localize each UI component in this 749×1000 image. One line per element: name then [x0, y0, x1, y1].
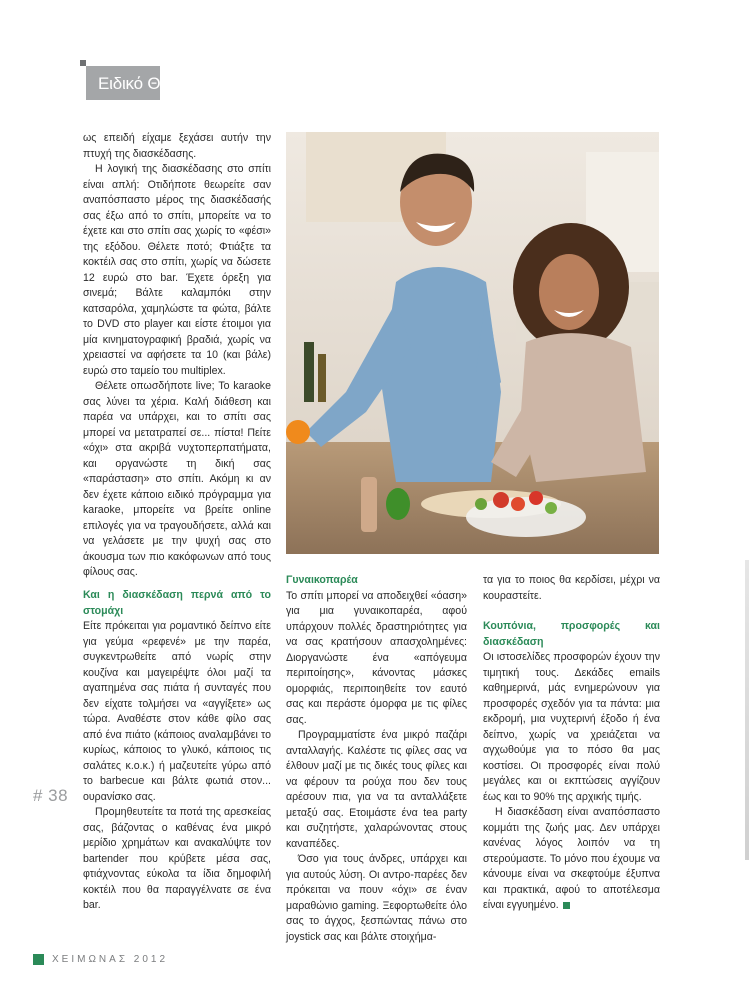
- subheading: Κουπόνια, προσφορές και διασκέδαση: [483, 620, 660, 648]
- column-2: [286, 573, 467, 945]
- kitchen-couple-photo: [286, 132, 659, 554]
- end-of-article-square-icon: [563, 902, 570, 909]
- paragraph: Προμηθευτείτε τα ποτά της αρεσκείας σας, βάζοντας ο καθένας ένα μικρό μερίδιο χρημάτων και ανακαλύψτε τον bartender που κρύβετε μέσα σας, φτιάχνοντας εύκολα τα ίδια δημοφιλή κοκτέιλ που θα παραγγέλνατε σε ένα bar.: [83, 806, 271, 911]
- paragraph: Όσο για τους άνδρες, υπάρχει και για αυτούς λύση. Οι αντρο-παρέες δεν πρόκειται να πουν «όχι» σε έναν μαραθώνιο gaming. Ξεφορτωθείτε όλο σας το άγχος, ξεσπώντας πάνω στο joystick σας και βάλτε στοιχήμα-: [286, 853, 467, 943]
- column-1-upper: [83, 131, 271, 581]
- paragraph: Προγραμματίστε ένα μικρό παζάρι ανταλλαγής. Καλέστε τις φίλες σας να έλθουν μαζί με τις δικές τους φίλες και να φέρουν τα ρούχα που δεν τους αρέσουν πια, για να τα ανταλλάξετε μεταξύ σας. Ετοιμάστε ένα tea party και συζητήστε, χαλαρώνοντας στους καναπέδες.: [286, 729, 467, 850]
- closing-text: Η διασκέδαση είναι αναπόσπαστο κομμάτι της ζωής μας. Δεν υπάρχει κανένας λόγος λοιπόν να τη στερούμαστε. Το μόνο που έχουμε να κάνουμε είναι να σκεφτούμε έξυπνα και πρακτικά, αφού το αποτέλεσμα είναι εγγυημένο.: [483, 806, 660, 911]
- paragraph: Η λογική της διασκέδασης στο σπίτι είναι απλή: Οτιδήποτε θεωρείτε σαν αναπόσπαστο μέρος της διασκέδασής σας έξω από το σπίτι, μπορείτε να το έχετε και στο σπίτι σας χωρίς το «φέσι» της εξόδου. Θέλετε ποτό; Φτιάξτε τα κοκτέιλ σας στο σπίτι, χωρίς να δώσετε 12 ευρώ στο bar. Έχετε όρεξη για σινεμά; Βάλτε καλαμπόκι στην κατσαρόλα, χαμηλώστε τα φώτα, βάλτε το DVD στο player και είστε έτοιμοι για μία κινηματογραφική βραδιά, χωρίς να χρειαστεί να αφήσετε τα 10 (και βάλε) ευρώ στο ταμείο του multiplex.: [83, 163, 271, 377]
- page-number: # 38: [33, 786, 69, 805]
- column-3: [483, 573, 660, 914]
- paragraph: [483, 805, 660, 914]
- section-label: Ειδικό Θέμα: [98, 74, 188, 93]
- paragraph: Είτε πρόκειται για ρομαντικό δείπνο είτε για γεύμα «ρεφενέ» με την παρέα, συγκεντρωθείτε από νωρίς στην κουζίνα και μαγειρέψτε όλοι μαζί τα αγαπημένα σας πιάτα ή συνταγές που δεν είχατε τολμήσει να «αγγίξετε» ως τώρα. Αναθέστε στον κάθε φίλο σας από ένα πιάτο (κάποιος αναλαμβάνει το κυρίως, κάποιος το γλυκό, κάποιος τις σαλάτες κ.ο.κ.) ή μαζευτείτε γύρω από το barbecue και βάλτε φωτιά στον... ουρανίσκο σας.: [83, 620, 271, 803]
- subheading: Γυναικοπαρέα: [286, 574, 358, 586]
- paragraph: Οι ιστοσελίδες προσφορών έχουν την τιμητική τους. Δεκάδες emails καθημερινά, μάς ενημερώνουν για προσφορές σχεδόν για τα πάντα: μια εκδρομή, μια νυχτερινή έξοδο ή ένα δείπνο, χωρίς να χρειάζεται να αγχωθούμε για το πόσο θα μας κοστίσει. Οι προσφορές είναι πολύ μεγάλες και οι εκπτώσεις αγγίζουν έως και το 90% της αρχικής τιμής.: [483, 651, 660, 803]
- footer-issue-label: ΧΕΙΜΩΝΑΣ 2012: [52, 953, 169, 965]
- paragraph: τα για το ποιος θα κερδίσει, μέχρι να κουραστείτε.: [483, 574, 660, 602]
- paragraph: ως επειδή είχαμε ξεχάσει αυτήν την πτυχή της διασκέδασης.: [83, 132, 271, 160]
- section-tag: [80, 60, 188, 100]
- subheading: Και η διασκέδαση περνά από το στομάχι: [83, 589, 271, 617]
- footer: [33, 953, 168, 965]
- column-1-lower: [83, 588, 271, 914]
- page-edge: [745, 560, 749, 860]
- footer-square-icon: [33, 954, 44, 965]
- paragraph: Το σπίτι μπορεί να αποδειχθεί «όαση» για μια γυναικοπαρέα, αφού υπάρχουν πολλές δραστηριότητες για να σας κρατήσουν απασχολημένες: Διοργανώστε ένα «απόγευμα περιποίησης», κάνοντας μάσκες ομορφιάς, περιποιηθείτε τον εαυτό σας και περάστε όμορφα με τις φίλες σας.: [286, 589, 467, 726]
- paragraph: Θέλετε οπωσδήποτε live; Το karaoke σας λύνει τα χέρια. Καλή διάθεση και παρέα να υπάρχει, και το σπίτι σας μπορεί να μετατραπεί σε... πίστα! Πείτε «όχι» στα ακριβά νυχτοπερπατήματα, και οργανώστε τη δική σας «παράσταση» στο σπίτι. Ακόμη κι αν δεν έχετε κάποιο ειδικό πρόγραμμα για karaoke, μπορείτε να βρείτε online επιλογές για να τραγουδήσετε, αλλά και να γελάσετε με την ψυχή σας στο άκουσμα των πιο κακόφωνων από τους φίλους σας.: [83, 380, 271, 578]
